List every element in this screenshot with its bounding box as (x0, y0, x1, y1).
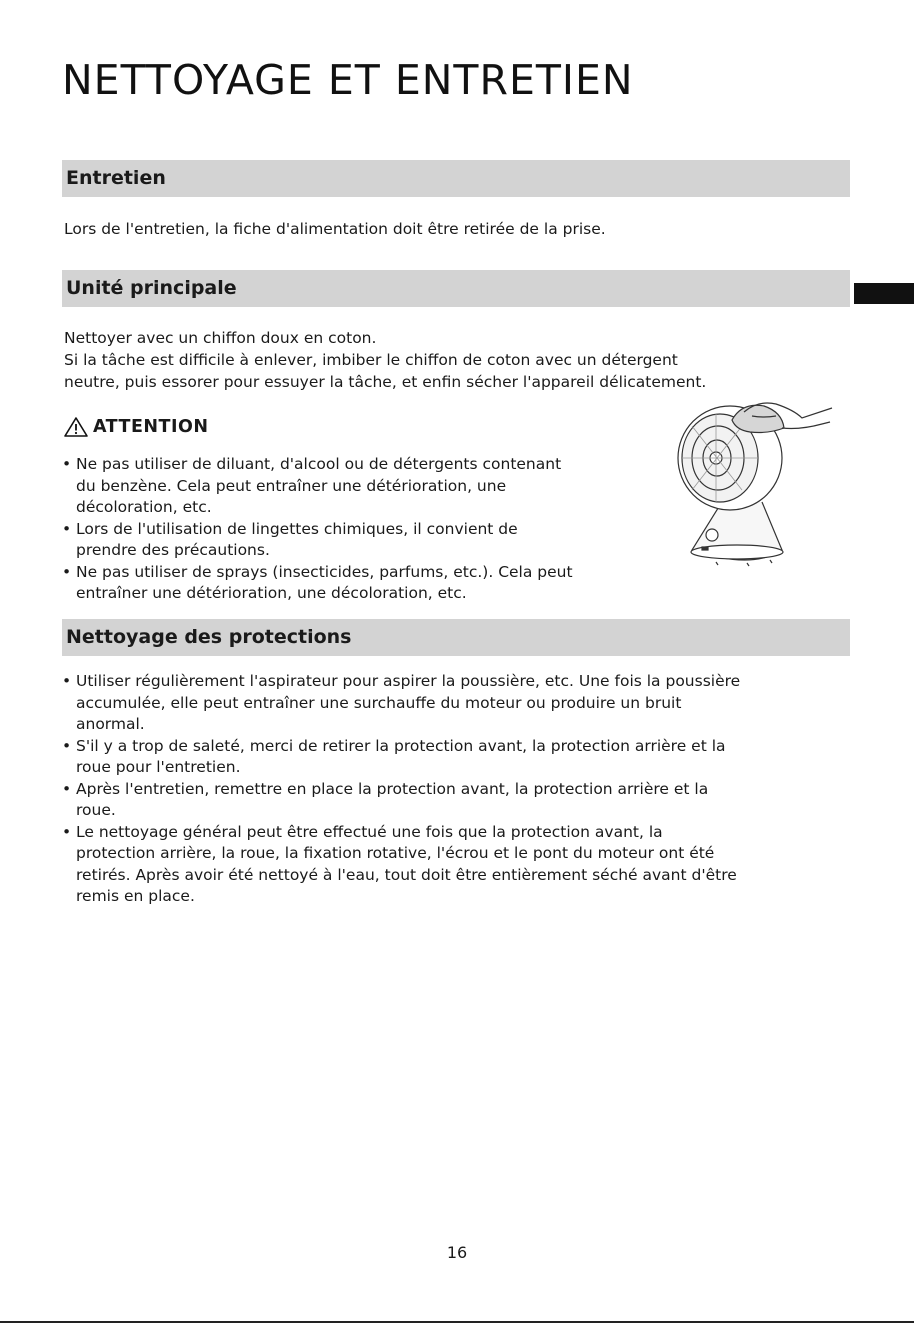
page-number: 16 (446, 1243, 468, 1262)
section-heading: Unité principale (66, 277, 237, 299)
text-line: retirés. Après avoir été nettoyé à l'eau, tout doit être entièrement séché avant d'être (76, 865, 737, 884)
protections-list (62, 671, 740, 908)
list-item (62, 736, 740, 779)
list-item (62, 454, 573, 519)
list-item (62, 671, 740, 736)
page-title: NETTOYAGE ET ENTRETIEN (62, 56, 634, 104)
text-line: du benzène. Cela peut entraîner une détérioration, une (76, 476, 507, 495)
section-tab-marker (854, 283, 914, 304)
text-line: décoloration, etc. (76, 498, 212, 516)
text-line: • S'il y a trop de saleté, merci de retirer la protection avant, la protection arrière et la (76, 736, 726, 755)
text-line: prendre des précautions. (76, 541, 270, 559)
text-line: • Après l'entretien, remettre en place la protection avant, la protection arrière et la (76, 779, 709, 798)
text-line: • Le nettoyage général peut être effectué une fois que la protection avant, la (76, 822, 663, 841)
text-line: • Lors de l'utilisation de lingettes chimiques, il convient de (76, 519, 518, 538)
unite-principale-text (64, 327, 706, 393)
fan-cleaning-illustration (672, 390, 837, 575)
text-line: Si la tâche est difficile à enlever, imbiber le chiffon de coton avec un détergent (64, 351, 678, 369)
list-item (62, 562, 573, 605)
entretien-text: Lors de l'entretien, la fiche d'alimentation doit être retirée de la prise. (64, 220, 606, 238)
text-line: accumulée, elle peut entraîner une surchauffe du moteur ou produire un bruit (76, 693, 682, 712)
list-item (62, 822, 740, 908)
text-line: Nettoyer avec un chiffon doux en coton. (64, 329, 377, 347)
warning-triangle-icon (63, 416, 89, 438)
text-line: • Ne pas utiliser de diluant, d'alcool ou de détergents contenant (76, 455, 562, 473)
text-line: roue. (76, 801, 116, 819)
text-line: protection arrière, la roue, la fixation rotative, l'écrou et le pont du moteur ont été (76, 844, 715, 862)
text-line: • Ne pas utiliser de sprays (insecticides, parfums, etc.). Cela peut (76, 562, 573, 581)
section-header-unite-principale (62, 270, 850, 307)
text-line: remis en place. (76, 887, 195, 905)
list-item (62, 779, 740, 822)
text-line: roue pour l'entretien. (76, 758, 241, 776)
attention-label: ATTENTION (93, 417, 209, 437)
bottom-rule (0, 1321, 914, 1323)
text-line: neutre, puis essorer pour essuyer la tâche, et enfin sécher l'appareil délicatement. (64, 373, 707, 391)
text-line: • Utiliser régulièrement l'aspirateur pour aspirer la poussière, etc. Une fois la poussière (76, 672, 741, 690)
section-header-protections (62, 619, 850, 656)
section-heading: Nettoyage des protections (66, 626, 352, 648)
attention-list (62, 454, 573, 605)
section-header-entretien (62, 160, 850, 197)
attention-heading (63, 416, 209, 438)
text-line: entraîner une détérioration, une décoloration, etc. (76, 584, 467, 602)
text-line: anormal. (76, 715, 145, 733)
list-item (62, 519, 573, 562)
section-heading: Entretien (66, 167, 166, 189)
